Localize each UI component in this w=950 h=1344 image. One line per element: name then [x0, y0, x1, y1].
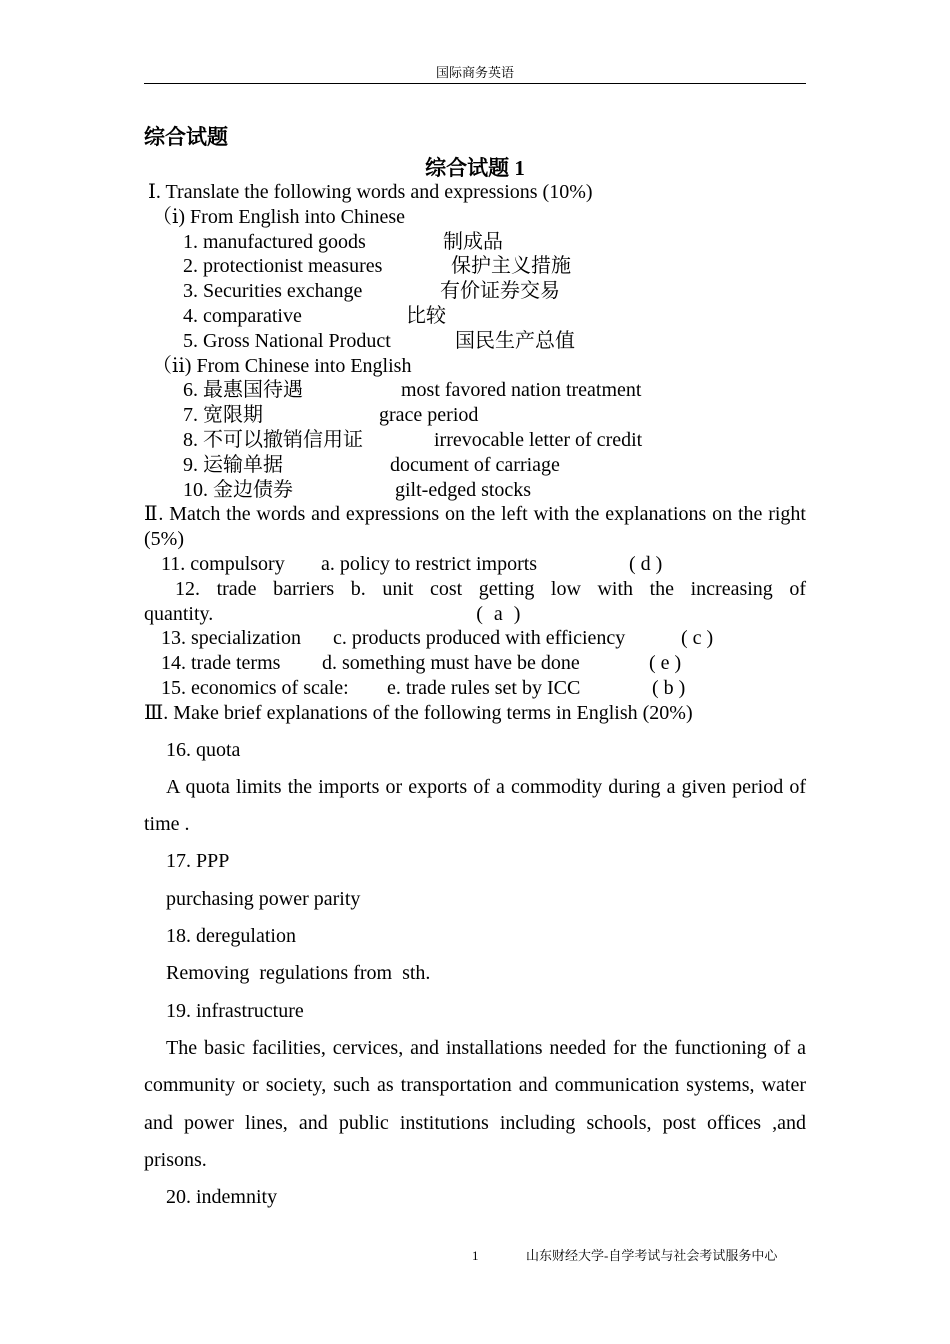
footer-organization: 山东财经大学-自学考试与社会考试服务中心 — [526, 1248, 778, 1263]
item-answer: most favored nation treatment — [401, 379, 642, 402]
item-term: 5. Gross National Product — [183, 329, 391, 352]
match-term: 11. compulsory — [161, 552, 285, 575]
item-answer: 制成品 — [443, 230, 503, 253]
match-answer: ( d ) — [629, 552, 663, 575]
list-item — [144, 478, 806, 503]
match-answer: ( b ) — [652, 676, 686, 699]
item-answer: gilt-edged stocks — [395, 478, 532, 501]
item-answer: grace period — [379, 404, 479, 427]
match-item — [144, 676, 806, 701]
item-term: 3. Securities exchange — [183, 280, 363, 303]
term-answer: purchasing power parity — [166, 887, 361, 910]
part1-subheading-cn-en: （ⅱ) From Chinese into English — [152, 354, 412, 377]
match-item — [144, 626, 806, 651]
term-heading: 17. PPP — [166, 850, 230, 873]
list-item — [144, 403, 806, 428]
item-term: 7. 宽限期 — [183, 404, 263, 427]
term-answer: A quota limits the imports or exports of a commodity during a given period of time . — [144, 775, 806, 836]
part3-items — [144, 732, 806, 1217]
item-term: 10. 金边债券 — [183, 478, 293, 501]
item-term: 2. protectionist measures — [183, 255, 383, 278]
match-explanation: e. trade rules set by ICC — [387, 676, 581, 699]
list-item — [144, 230, 806, 255]
header-divider — [144, 83, 806, 84]
item-answer: irrevocable letter of credit — [434, 428, 643, 451]
document-body — [144, 118, 806, 1216]
match-item — [144, 552, 806, 577]
list-item — [144, 378, 806, 403]
part3-heading: Ⅲ. Make brief explanations of the following terms in English (20%) — [144, 701, 693, 724]
term-answer: The basic facilities, cervices, and installations needed for the functioning of a community or society, such as transportation and communication systems, water and power lines, and public institutions including schools, post offices ,and prisons. — [144, 1036, 806, 1171]
list-item — [144, 453, 806, 478]
term-heading: 18. deregulation — [166, 925, 296, 948]
page-header: 国际商务英语 — [435, 65, 514, 80]
match-term: 14. trade terms — [161, 652, 281, 675]
exam-title: 综合试题 1 — [425, 156, 525, 180]
match-explanation: c. products produced with efficiency — [333, 627, 626, 650]
part1-heading: Ⅰ. Translate the following words and expressions (10%) — [148, 181, 593, 203]
item-answer: 有价证券交易 — [440, 280, 560, 303]
match-explanation: a. policy to restrict imports — [321, 552, 538, 575]
term-heading: 19. infrastructure — [166, 999, 304, 1022]
list-item — [144, 329, 806, 354]
match-term: 12. trade barriers — [175, 577, 335, 600]
match-term: 13. specialization — [161, 627, 301, 650]
list-item — [144, 254, 806, 279]
item-answer: 保护主义措施 — [451, 255, 571, 278]
match-answer: ( a ) — [476, 602, 521, 625]
item-term: 6. 最惠国待遇 — [183, 379, 303, 402]
term-heading: 16. quota — [166, 738, 241, 761]
list-item — [144, 304, 806, 329]
item-term: 9. 运输单据 — [183, 453, 283, 476]
term-answer: Removing regulations from sth. — [166, 962, 431, 985]
match-term: 15. economics of scale: — [161, 676, 349, 699]
match-answer: ( e ) — [649, 652, 682, 675]
item-answer: document of carriage — [390, 453, 560, 476]
match-item — [144, 651, 806, 676]
item-answer: 比较 — [406, 304, 446, 327]
item-term: 1. manufactured goods — [183, 230, 366, 253]
item-term: 8. 不可以撤销信用证 — [183, 428, 363, 451]
page-number: 1 — [472, 1248, 479, 1263]
part1-subheading-en-cn: （ⅰ) From English into Chinese — [152, 205, 406, 228]
term-heading: 20. indemnity — [166, 1186, 278, 1209]
list-item — [144, 279, 806, 304]
match-answer: ( c ) — [681, 627, 714, 650]
match-explanation: d. something must have be done — [322, 652, 580, 675]
match-explanation: b. unit cost getting low with the increasing of quantity. — [144, 577, 807, 625]
list-item — [144, 428, 806, 453]
item-term: 4. comparative — [183, 304, 302, 327]
match-item — [144, 577, 806, 627]
section-heading: 综合试题 — [144, 125, 228, 149]
part2-heading: Ⅱ. Match the words and expressions on the left with the explanations on the right (5%) — [144, 503, 806, 551]
item-answer: 国民生产总值 — [455, 329, 575, 352]
